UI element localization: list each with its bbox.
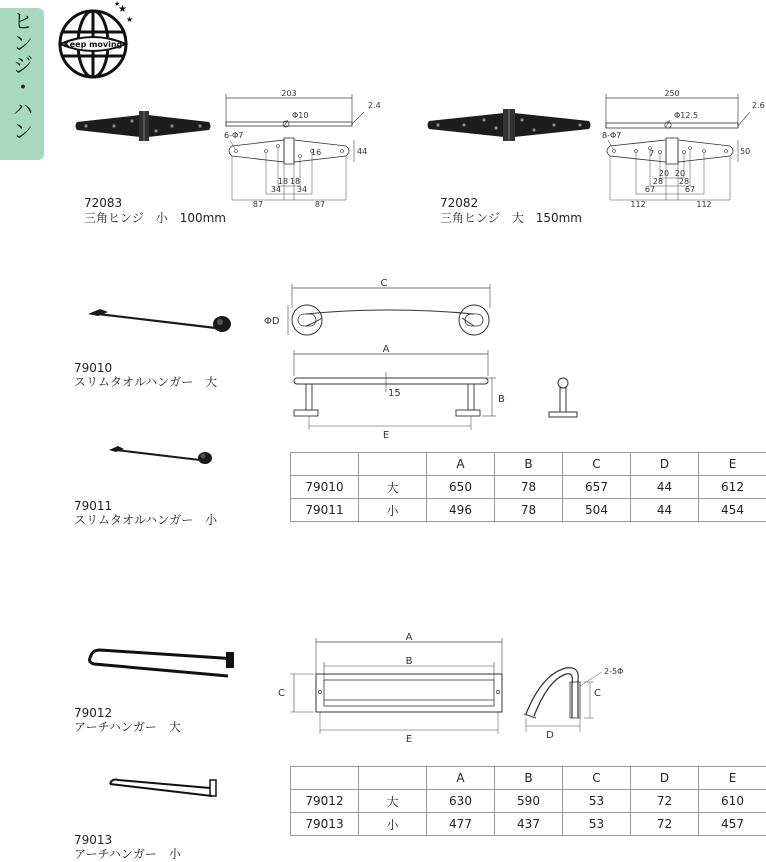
arch-hanger-side-drawing bbox=[514, 656, 640, 740]
dim-t: 15 bbox=[388, 388, 401, 399]
table-cell: 大 bbox=[359, 476, 427, 499]
towel-large-name: スリムタオルハンガー 大 bbox=[74, 375, 218, 389]
table-cell: 477 bbox=[427, 813, 495, 836]
logo-text: Keep moving bbox=[63, 40, 123, 49]
table-header-cell: C bbox=[563, 453, 631, 476]
towel-hanger-large-photo bbox=[84, 300, 234, 336]
towel-small-code: 79011 bbox=[74, 499, 113, 513]
table-header-cell: A bbox=[427, 767, 495, 790]
table-cell: 657 bbox=[563, 476, 631, 499]
dim-B: B bbox=[405, 656, 413, 667]
hinge-large-photo bbox=[426, 106, 592, 144]
table-row bbox=[291, 790, 766, 813]
dim-height: 44 bbox=[357, 147, 368, 156]
table-header-row bbox=[291, 767, 766, 790]
dim-B: B bbox=[498, 394, 505, 405]
svg-text:★: ★ bbox=[126, 15, 134, 24]
table-header-cell: D bbox=[631, 453, 699, 476]
dim-length: 203 bbox=[281, 89, 297, 98]
table-cell: 650 bbox=[427, 476, 495, 499]
table-cell: 612 bbox=[699, 476, 766, 499]
arch-hanger-front-drawing bbox=[276, 628, 512, 746]
dim-D: ΦD bbox=[264, 316, 280, 327]
arch-spec-table bbox=[290, 766, 766, 836]
dim-E: E bbox=[382, 430, 390, 441]
table-cell: 72 bbox=[631, 813, 699, 836]
towel-small-name: スリムタオルハンガー 小 bbox=[74, 513, 218, 527]
table-header-cell bbox=[359, 767, 427, 790]
table-cell: 44 bbox=[631, 476, 699, 499]
table-header-cell: E bbox=[699, 767, 766, 790]
svg-text:★: ★ bbox=[118, 4, 127, 15]
hinge-large-drawing bbox=[598, 89, 765, 209]
table-cell: 小 bbox=[359, 499, 427, 522]
dim-o1: 87 bbox=[252, 200, 264, 209]
table-cell: 大 bbox=[359, 790, 427, 813]
hinge-small-name: 三角ヒンジ 小 100mm bbox=[84, 211, 226, 225]
dim-a2: 20 bbox=[674, 169, 686, 178]
dim-s2: 67 bbox=[684, 185, 696, 194]
table-cell: 53 bbox=[563, 790, 631, 813]
hinge-large-code: 72082 bbox=[440, 196, 479, 210]
table-header-cell bbox=[291, 453, 359, 476]
hinge-small-code: 72083 bbox=[84, 196, 123, 210]
globe-logo bbox=[50, 2, 136, 80]
towel-hanger-small-photo bbox=[106, 440, 214, 470]
table-cell: 44 bbox=[631, 499, 699, 522]
towel-hanger-top-drawing bbox=[262, 278, 502, 342]
dim-thick: 2.4 bbox=[368, 101, 381, 110]
towel-large-code: 79010 bbox=[74, 361, 113, 375]
table-cell: 590 bbox=[495, 790, 563, 813]
arch-small-code: 79013 bbox=[74, 833, 113, 847]
dim-holes: 2-5Φ bbox=[604, 667, 624, 676]
table-header-cell: D bbox=[631, 767, 699, 790]
table-header-cell bbox=[359, 453, 427, 476]
dim-holes: 8-Φ7 bbox=[602, 131, 622, 140]
dim-pin: Φ12.5 bbox=[674, 111, 699, 120]
table-cell: 79010 bbox=[291, 476, 359, 499]
table-cell: 78 bbox=[495, 476, 563, 499]
table-row bbox=[291, 813, 766, 836]
dim-knuckle: 7 bbox=[649, 149, 655, 158]
dim-knuckle: 16 bbox=[311, 148, 322, 157]
dim-b1: 28 bbox=[652, 177, 664, 186]
table-header-cell: B bbox=[495, 453, 563, 476]
arch-small-name: アーチハンガー 小 bbox=[74, 847, 181, 861]
hinge-small-photo bbox=[74, 108, 212, 144]
dim-A: A bbox=[382, 344, 390, 355]
table-cell: 610 bbox=[699, 790, 766, 813]
dim-a2: 18 bbox=[289, 177, 301, 186]
table-row bbox=[291, 499, 766, 522]
dim-o2: 87 bbox=[314, 200, 326, 209]
table-cell: 504 bbox=[563, 499, 631, 522]
table-cell: 78 bbox=[495, 499, 563, 522]
section-tab-label: ヒンジ・ハン bbox=[10, 10, 34, 142]
table-header-cell bbox=[291, 767, 359, 790]
dim-o2: 112 bbox=[696, 200, 712, 209]
table-cell: 496 bbox=[427, 499, 495, 522]
table-header-cell: C bbox=[563, 767, 631, 790]
table-header-cell: A bbox=[427, 453, 495, 476]
hinge-small-drawing bbox=[218, 89, 381, 209]
dim-C: C bbox=[380, 278, 388, 289]
table-cell: 小 bbox=[359, 813, 427, 836]
dim-thick: 2.6 bbox=[752, 101, 765, 110]
table-cell: 79011 bbox=[291, 499, 359, 522]
dim-pin: Φ10 bbox=[292, 111, 309, 120]
dim-b2: 28 bbox=[678, 177, 690, 186]
hinge-large-name: 三角ヒンジ 大 150mm bbox=[440, 211, 582, 225]
dim-o1: 112 bbox=[630, 200, 646, 209]
dim-s1: 34 bbox=[270, 185, 282, 194]
dim-a1: 18 bbox=[277, 177, 289, 186]
arch-hanger-small-photo bbox=[106, 774, 220, 804]
dim-length: 250 bbox=[664, 89, 680, 98]
table-cell: 79013 bbox=[291, 813, 359, 836]
table-header-row bbox=[291, 453, 766, 476]
table-cell: 72 bbox=[631, 790, 699, 813]
dim-a1: 20 bbox=[658, 169, 670, 178]
table-cell: 53 bbox=[563, 813, 631, 836]
towel-end-view bbox=[545, 374, 581, 422]
table-row bbox=[291, 476, 766, 499]
table-cell: 630 bbox=[427, 790, 495, 813]
arch-large-name: アーチハンガー 大 bbox=[74, 720, 181, 734]
dim-s2: 34 bbox=[296, 185, 308, 194]
dim-height: 50 bbox=[740, 147, 751, 156]
dim-holes: 6-Φ7 bbox=[224, 131, 244, 140]
svg-text:★: ★ bbox=[114, 0, 121, 8]
table-cell: 457 bbox=[699, 813, 766, 836]
table-header-cell: E bbox=[699, 453, 766, 476]
arch-hanger-large-photo bbox=[82, 642, 240, 682]
dim-s1: 67 bbox=[644, 185, 656, 194]
dim-C: C bbox=[278, 688, 285, 699]
table-cell: 454 bbox=[699, 499, 766, 522]
dim-D: D bbox=[546, 730, 554, 741]
table-cell: 437 bbox=[495, 813, 563, 836]
dim-C2: C bbox=[594, 688, 601, 699]
table-header-cell: B bbox=[495, 767, 563, 790]
towel-hanger-side-drawing bbox=[286, 342, 512, 442]
towel-spec-table bbox=[290, 452, 766, 522]
arch-large-code: 79012 bbox=[74, 706, 113, 720]
dim-A: A bbox=[405, 632, 413, 643]
table-cell: 79012 bbox=[291, 790, 359, 813]
dim-E: E bbox=[405, 734, 413, 745]
